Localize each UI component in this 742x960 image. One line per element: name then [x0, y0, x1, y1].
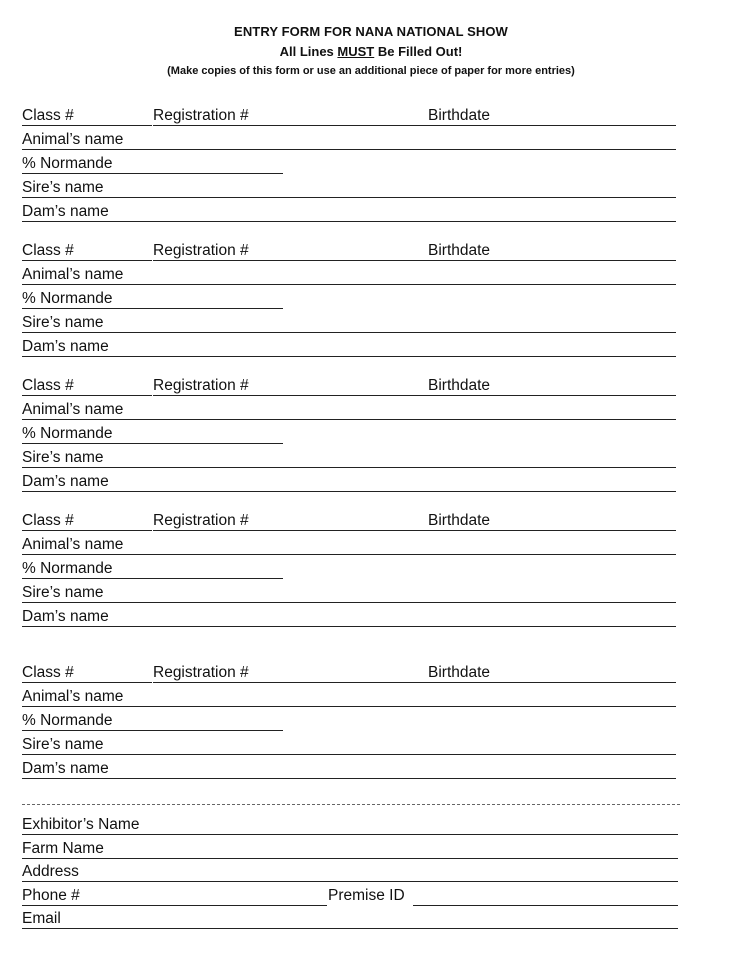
entry-row-sire	[0, 449, 742, 473]
exhibitor-name-row	[0, 816, 742, 840]
email-label: Email	[22, 910, 61, 927]
class-line[interactable]	[22, 530, 152, 531]
animal-line[interactable]	[22, 284, 676, 285]
entry-label-sire: Sire’s name	[22, 736, 104, 753]
sire-line[interactable]	[22, 602, 676, 603]
entry-label-dam: Dam’s name	[22, 608, 109, 625]
entry-label-sire: Sire’s name	[22, 314, 104, 331]
entry-label-birthdate: Birthdate	[428, 377, 491, 394]
registration-line[interactable]	[153, 395, 428, 396]
birthdate-line[interactable]	[428, 530, 676, 531]
entry-row-sire	[0, 584, 742, 608]
entry-label-birthdate: Birthdate	[428, 107, 491, 124]
entry-row-sire	[0, 314, 742, 338]
normande-line[interactable]	[22, 578, 283, 579]
email-row	[0, 910, 742, 934]
entry-label-dam: Dam’s name	[22, 760, 109, 777]
entry-label-sire: Sire’s name	[22, 449, 104, 466]
entry-row-normande	[0, 425, 742, 449]
entry-row-class	[0, 242, 742, 266]
entry-label-dam: Dam’s name	[22, 473, 109, 490]
animal-line[interactable]	[22, 149, 676, 150]
entry-label-sire: Sire’s name	[22, 179, 104, 196]
address-line[interactable]	[22, 881, 678, 882]
phone-row	[0, 887, 742, 911]
entry-row-class	[0, 377, 742, 401]
entry-row-animal	[0, 131, 742, 155]
birthdate-line[interactable]	[428, 260, 676, 261]
phone-line[interactable]	[22, 905, 327, 906]
entry-row-normande	[0, 712, 742, 736]
class-line[interactable]	[22, 682, 152, 683]
form-title: ENTRY FORM FOR NANA NATIONAL SHOW	[234, 24, 508, 39]
phone-label: Phone #	[22, 887, 80, 904]
form-note: (Make copies of this form or use an additional piece of paper for more entries)	[167, 65, 575, 77]
entry-row-sire	[0, 179, 742, 203]
entry-row-animal	[0, 266, 742, 290]
entry-label-normande: % Normande	[22, 712, 113, 729]
class-line[interactable]	[22, 125, 152, 126]
entry-label-registration: Registration #	[153, 377, 249, 394]
entry-label-dam: Dam’s name	[22, 338, 109, 355]
entry-row-sire	[0, 736, 742, 760]
entry-label-birthdate: Birthdate	[428, 242, 491, 259]
entry-row-class	[0, 512, 742, 536]
entry-label-class: Class #	[22, 664, 74, 681]
farm-name-line[interactable]	[22, 858, 678, 859]
normande-line[interactable]	[22, 173, 283, 174]
entry-label-normande: % Normande	[22, 560, 113, 577]
dam-line[interactable]	[22, 356, 676, 357]
dam-line[interactable]	[22, 491, 676, 492]
entry-label-dam: Dam’s name	[22, 203, 109, 220]
sire-line[interactable]	[22, 467, 676, 468]
dam-line[interactable]	[22, 778, 676, 779]
subtitle-text-end: Be Filled Out!	[374, 44, 463, 59]
address-row	[0, 863, 742, 887]
entry-label-animal: Animal’s name	[22, 688, 124, 705]
entry-label-class: Class #	[22, 107, 74, 124]
entry-label-sire: Sire’s name	[22, 584, 104, 601]
entry-label-normande: % Normande	[22, 290, 113, 307]
entry-row-dam	[0, 203, 742, 227]
entry-row-animal	[0, 536, 742, 560]
entry-label-class: Class #	[22, 377, 74, 394]
sire-line[interactable]	[22, 197, 676, 198]
form-subtitle	[0, 44, 742, 59]
entry-label-registration: Registration #	[153, 512, 249, 529]
entry-label-class: Class #	[22, 512, 74, 529]
sire-line[interactable]	[22, 754, 676, 755]
address-label: Address	[22, 863, 79, 880]
animal-line[interactable]	[22, 706, 676, 707]
registration-line[interactable]	[153, 125, 428, 126]
entry-label-normande: % Normande	[22, 425, 113, 442]
normande-line[interactable]	[22, 443, 283, 444]
birthdate-line[interactable]	[428, 682, 676, 683]
entry-row-animal	[0, 401, 742, 425]
entry-label-animal: Animal’s name	[22, 266, 124, 283]
animal-line[interactable]	[22, 554, 676, 555]
entry-row-dam	[0, 473, 742, 497]
entry-label-class: Class #	[22, 242, 74, 259]
subtitle-must: MUST	[337, 44, 375, 59]
entry-label-normande: % Normande	[22, 155, 113, 172]
entry-row-normande	[0, 155, 742, 179]
farm-name-label: Farm Name	[22, 840, 104, 857]
farm-name-row	[0, 840, 742, 864]
entry-row-normande	[0, 290, 742, 314]
normande-line[interactable]	[22, 730, 283, 731]
entry-row-class	[0, 664, 742, 688]
exhibitor-name-line[interactable]	[22, 834, 678, 835]
exhibitor-name-label: Exhibitor’s Name	[22, 816, 140, 833]
entry-label-animal: Animal’s name	[22, 401, 124, 418]
dam-line[interactable]	[22, 626, 676, 627]
entry-label-registration: Registration #	[153, 664, 249, 681]
entry-row-dam	[0, 760, 742, 784]
entry-label-animal: Animal’s name	[22, 536, 124, 553]
email-line[interactable]	[22, 928, 678, 929]
subtitle-text: All Lines	[279, 44, 338, 59]
entry-row-animal	[0, 688, 742, 712]
entry-label-registration: Registration #	[153, 242, 249, 259]
entry-label-animal: Animal’s name	[22, 131, 124, 148]
entry-row-normande	[0, 560, 742, 584]
section-divider	[22, 804, 680, 805]
class-line[interactable]	[22, 395, 152, 396]
entry-row-dam	[0, 608, 742, 632]
entry-label-birthdate: Birthdate	[428, 512, 491, 529]
entry-label-birthdate: Birthdate	[428, 664, 491, 681]
sire-line[interactable]	[22, 332, 676, 333]
dam-line[interactable]	[22, 221, 676, 222]
animal-line[interactable]	[22, 419, 676, 420]
registration-line[interactable]	[153, 682, 428, 683]
birthdate-line[interactable]	[428, 395, 676, 396]
registration-line[interactable]	[153, 260, 428, 261]
premise-id-line[interactable]	[413, 905, 678, 906]
registration-line[interactable]	[153, 530, 428, 531]
premise-id-label: Premise ID	[328, 887, 405, 904]
class-line[interactable]	[22, 260, 152, 261]
entry-label-registration: Registration #	[153, 107, 249, 124]
entry-row-class	[0, 107, 742, 131]
normande-line[interactable]	[22, 308, 283, 309]
birthdate-line[interactable]	[428, 125, 676, 126]
entry-row-dam	[0, 338, 742, 362]
